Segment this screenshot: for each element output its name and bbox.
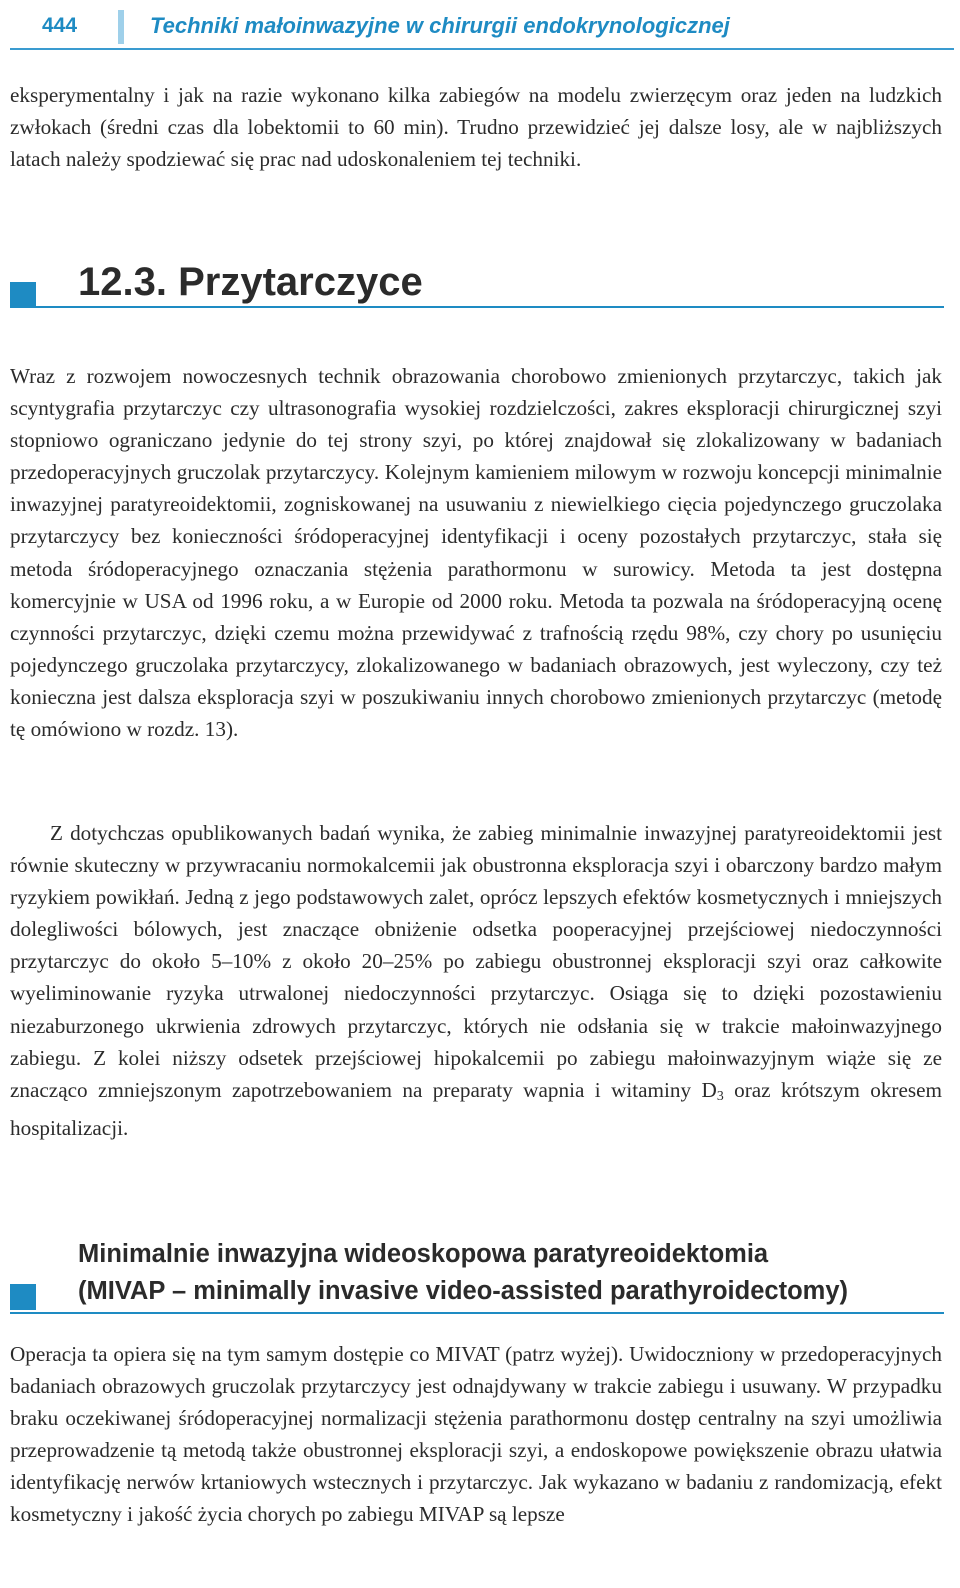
subsection-title-line-1: Minimalnie inwazyjna wideoskopowa paratyreoidektomia xyxy=(78,1240,769,1268)
page-number: 444 xyxy=(42,14,78,37)
paragraph-2-tail: oraz krótszym okresem hospitalizacji. xyxy=(10,1077,943,1140)
section-marker xyxy=(10,282,36,308)
section-paragraph-1: Wraz z rozwojem nowoczesnych technik obrazowania chorobowo zmienionych przytarczyc, takich jak scyntygrafia przytarczyc czy ultrasonografia wysokiej rozdzielczości, zakres eksploracji chirurgicznej szyi stopniowo ograniczano jedynie do tej strony szyi, po której znajdował się zlokalizowany w badaniach przedoperacyjnych gruczolak przytarczycy. Kolejnym kamieniem milowym w rozwoju koncepcji minimalnie inwazyjnej paratyreoidektomii, zogniskowanej na usuwaniu z niewielkiego cięcia pojedynczego gruczolaka przytarczycy bez konieczności śródoperacyjnej identyfikacji i oceny pozostałych przytarczyc, stała się metoda śródoperacyjnego oznaczania stężenia parathormonu w surowicy. Metoda ta jest dostępna komercyjnie w USA od 1996 roku, a w Europie od 2000 roku. Metoda ta pozwala na śródoperacyjną ocenę czynności przytarczyc, dzięki czemu można przewidywać z trafnością rzędu 98%, czy chory po usunięciu pojedynczego gruczolaka przytarczycy, zlokalizowanego w badaniach obrazowych, jest wyleczony, czy też konieczna jest dalsza eksploracja szyi w poszukiwaniu innych chorobowo zmienionych przytarczyc (metodę tę omówiono w rozdz. 13). xyxy=(10,364,942,742)
running-header xyxy=(0,0,960,52)
subsection-paragraph: Operacja ta opiera się na tym samym dostępie co MIVAT (patrz wyżej). Uwidoczniony w przedoperacyjnych badaniach obrazowych gruczolak przytarczycy jest odnajdywany w trakcie zabiegu i usuwany. W przypadku braku oczekiwanej śródoperacyjnej normalizacji stężenia parathormonu dostęp centralny na szyi umożliwia przeprowadzenie tą metodą także obustronnej eksploracji szyi, a endoskopowe powiększenie obrazu ułatwia identyfikację nerwów krtaniowych wstecznych i przytarczyc. Jak wykazano w badaniu z randomizacją, efekt kosmetyczny i jakość życia chorych po zabiegu MIVAP są lepsze xyxy=(10,1342,942,1527)
header-rule xyxy=(10,48,954,50)
subscript-3: 3 xyxy=(716,1087,724,1103)
subsection-marker xyxy=(10,1284,36,1310)
subsection-rule xyxy=(10,1312,944,1314)
intro-paragraph: eksperymentalny i jak na razie wykonano kilka zabiegów na modelu zwierzęcym oraz jeden na ludzkich zwłokach (średni czas dla lobektomii to 60 min). Trudno przewidzieć jej dalsze losy, ale w najbliższych latach należy spodziewać się prac nad udoskonaleniem tej techniki. xyxy=(10,83,942,172)
subsection-title-line-2: (MIVAP – minimally invasive video-assisted parathyroidectomy) xyxy=(78,1277,848,1305)
section-rule xyxy=(10,306,944,308)
paragraph-2-text: Z dotychczas opublikowanych badań wynika, że zabieg minimalnie inwazyjnej paratyreoidektomii jest równie skuteczny w przywracaniu normokalcemii jak obustronna eksploracja szyi i obarczony bardzo małym ryzykiem powikłań. Jedną z jego podstawowych zalet, oprócz lepszych efektów kosmetycznych i mniejszych dolegliwości bólowych, jest znaczące obniżenie odsetka pooperacyjnej przejściowej niedoczynności przytarczyc do około 5–10% z około 20–25% po zabiegu obustronnej eksploracji szyi oraz całkowite wyeliminowanie ryzyka utrwalonej niedoczynności przytarczyc. Osiąga się to dzięki pozostawieniu niezaburzonego ukrwienia zdrowych przytarczyc, których nie odsłania się w trakcie małoinwazyjnego zabiegu. Z kolei niższy odsetek przejściowej hipokalcemii po zabiegu małoinwazyjnym wiąże się ze znacząco zmniejszonym zapotrzebowaniem na preparaty wapnia i witaminy D xyxy=(10,821,942,1102)
header-divider xyxy=(118,10,124,44)
section-title: 12.3. Przytarczyce xyxy=(78,260,423,304)
section-paragraph-2 xyxy=(10,817,942,1144)
running-title: Techniki małoinwazyjne w chirurgii endokrynologicznej xyxy=(150,13,730,38)
